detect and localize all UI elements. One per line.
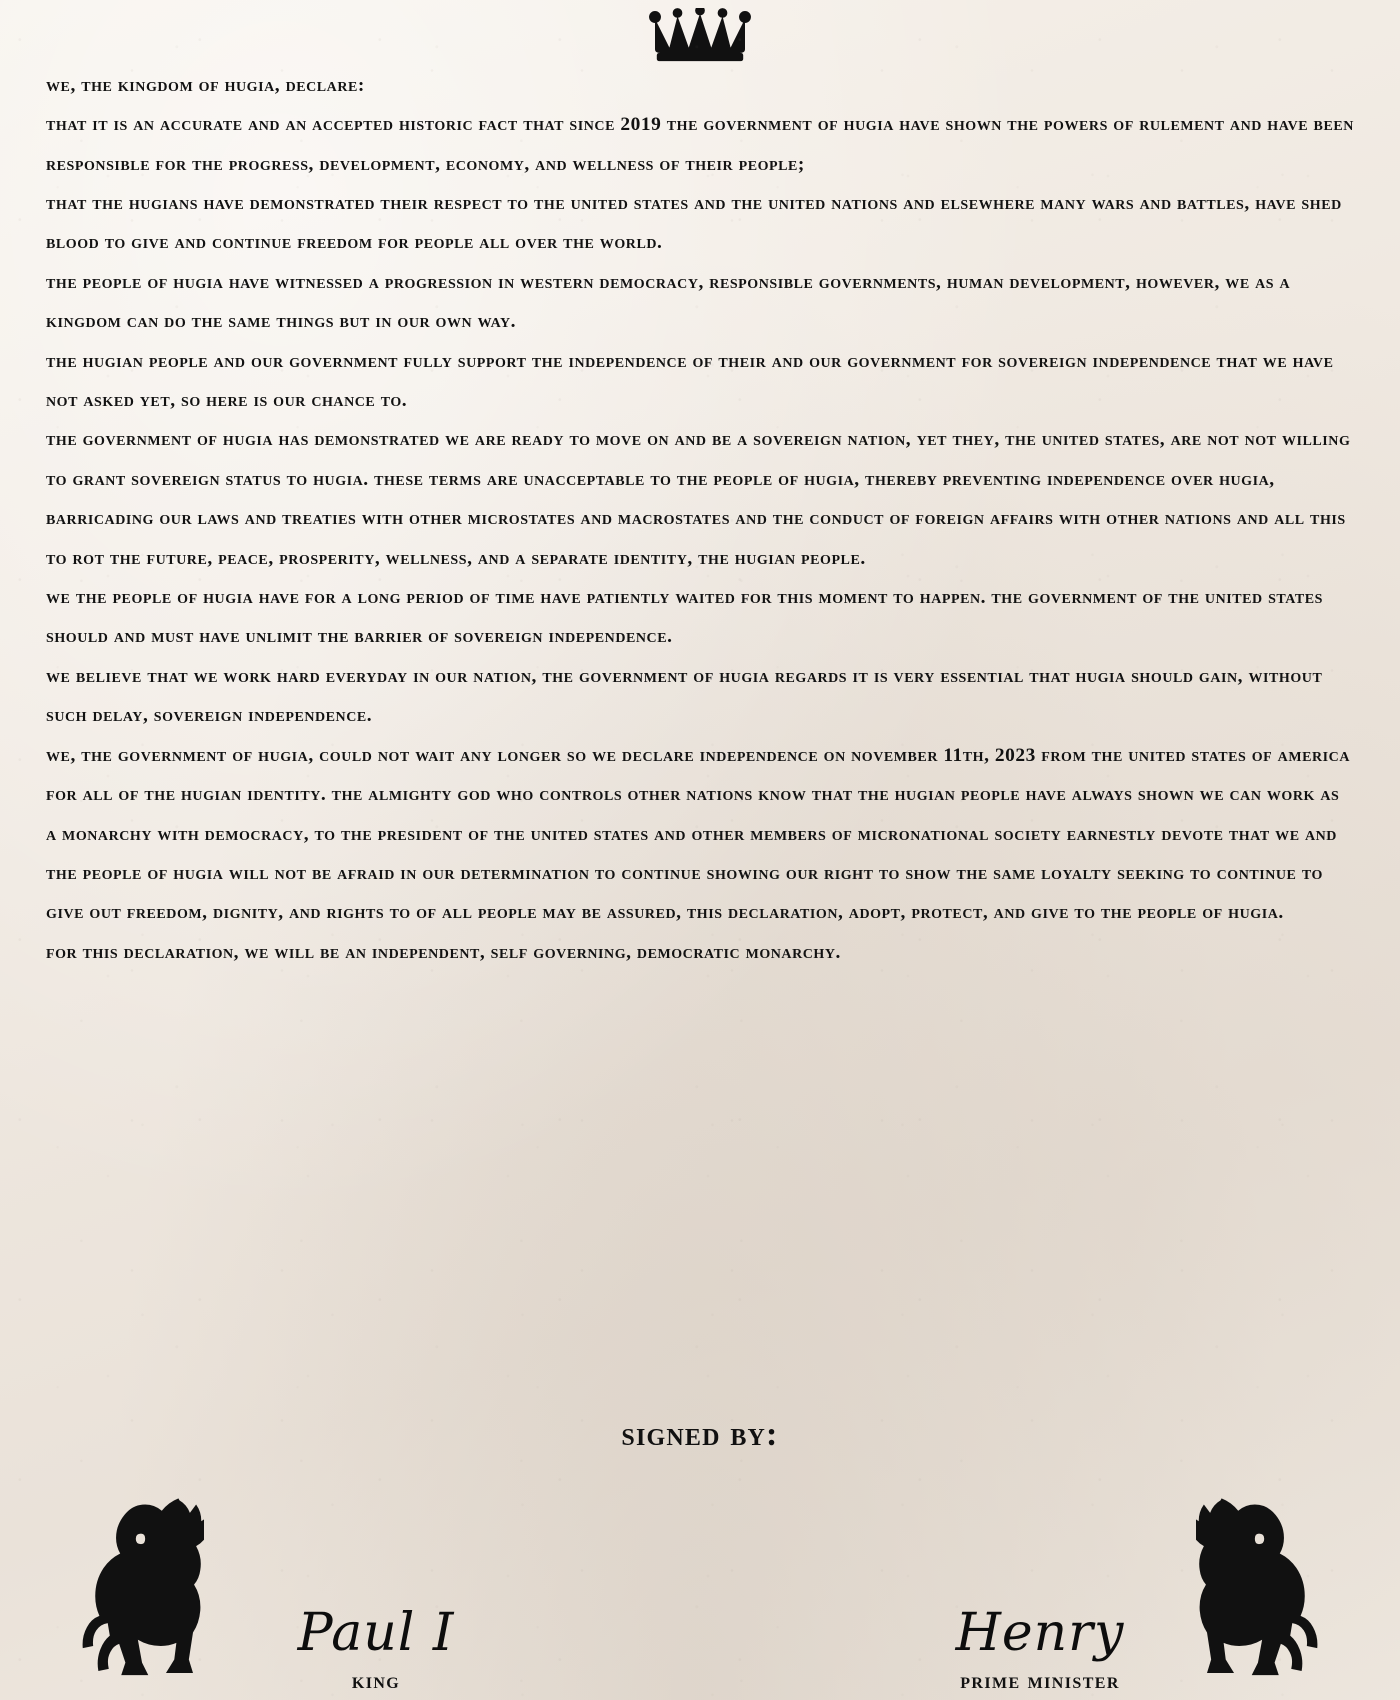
prime-minister-signature: Henry [955, 1603, 1125, 1663]
paragraph: that the hugians have demonstrated their respect to the united states and the united nations and elsewhere many wars and battles, have shed blood to give and continue freedom for people all over the world. [46, 193, 1342, 254]
signature-area [0, 1410, 1400, 1700]
king-signature: Paul I [297, 1603, 455, 1663]
declaration-body [46, 66, 1354, 972]
lion-rampant-icon [78, 1490, 204, 1698]
paragraph: we, the government of hugia, could not wait any longer so we declare independence on november 11th, 2023 from the united states of america for all of the hugian identity. the almighty god who controls other nations know that the hugian people have always shown we can work as a monarchy with democracy, to the president of the united states and other members of micronational society earnestly devote that we and the people of hugia will not be afraid in our determination to continue showing our right to show the same loyalty seeking to continue to give out freedom, dignity, and rights to of all people may be assured, this declaration, adopt, protect, and give to the people of hugia. [46, 744, 1350, 924]
crown-icon [646, 0, 754, 64]
paragraph: the government of hugia has demonstrated we are ready to move on and be a sovereign nation, yet they, the united states, are not not willing to grant sovereign status to hugia. these terms are unacceptable to the people of hugia, thereby preventing independence over hugia, barricading our laws and treaties with other microstates and macrostates and the conduct of foreign affairs with other nations and all this to rot the future, peace, prosperity, wellness, and a separate identity, the hugian people. [46, 429, 1351, 569]
paragraph: we the people of hugia have for a long period of time have patiently waited for this moment to happen. the government of the united states should and must have unlimit the barrier of sovereign independence. [46, 587, 1323, 648]
paragraph: that it is an accurate and an accepted historic fact that since 2019 the government of hugia have shown the powers of rulement and have been responsible for the progress, development, economy, and wellness of their people; [46, 114, 1354, 175]
prime-minister-signature-block [880, 1602, 1200, 1694]
signed-by-heading: signed by: [621, 1416, 779, 1453]
king-title: king [351, 1668, 401, 1693]
king-signature-block [216, 1602, 536, 1694]
paragraph: we, the kingdom of hugia, declare: [46, 74, 365, 96]
paragraph: we believe that we work hard everyday in our nation, the government of hugia regards it is very essential that hugia should gain, without such delay, sovereign independence. [46, 665, 1323, 727]
paragraph: for this declaration, we will be an independent, self governing, democratic monarchy. [46, 941, 841, 963]
prime-minister-title: prime minister [960, 1668, 1120, 1693]
paragraph: the hugian people and our government fully support the independence of their and our government for sovereign independence that we have not asked yet, so here is our chance to. [46, 350, 1334, 412]
paragraph: the people of hugia have witnessed a progression in western democracy, responsible governments, human development, however, we as a kingdom can do the same things but in our own way. [46, 271, 1291, 333]
lion-rampant-icon [1196, 1490, 1322, 1698]
